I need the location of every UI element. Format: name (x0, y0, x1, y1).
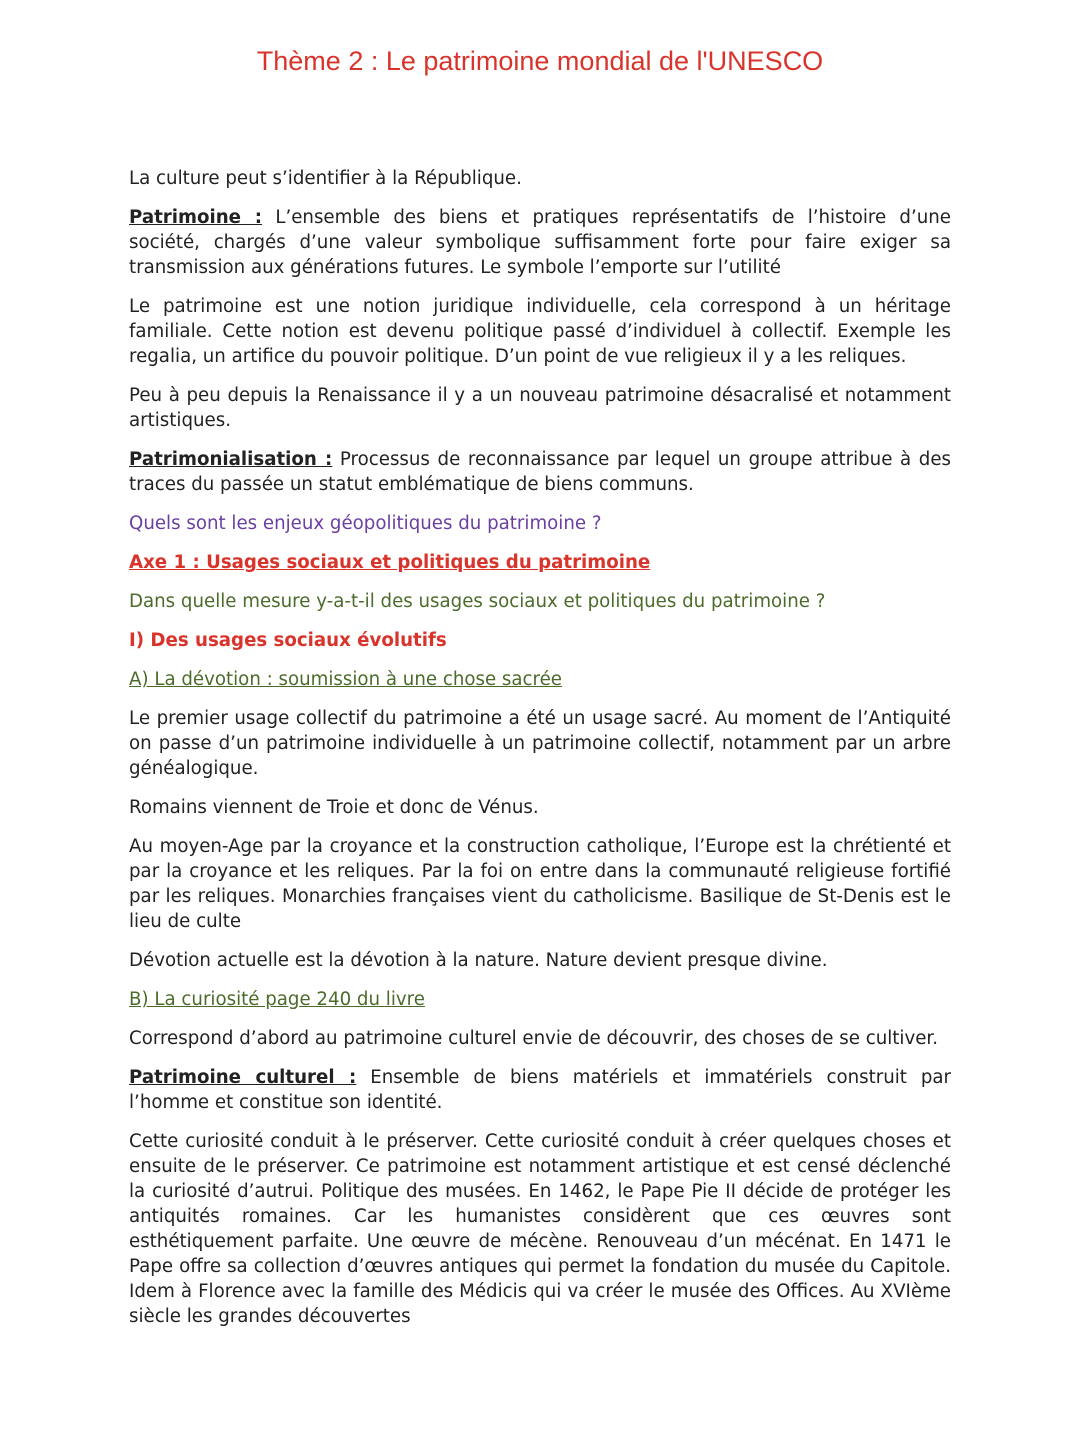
problem-question: Quels sont les enjeux géopolitiques du patrimoine ? (129, 513, 602, 534)
body-paragraph: Le premier usage collectif du patrimoine a été un usage sacré. Au moment de l’Antiquité on passe d’un patrimoine individuelle à un patrimoine collectif, notamment par un arbre généalogique. (129, 708, 951, 779)
page-title: Thème 2 : Le patrimoine mondial de l'UNESCO (256, 46, 824, 76)
body-paragraph: Peu à peu depuis la Renaissance il y a un nouveau patrimoine désacralisé et notamment artistiques. (129, 385, 951, 431)
definition-patrimoine (129, 205, 951, 280)
definition-text: L’ensemble des biens et pratiques représentatifs de l’histoire d’une société, chargés d’une valeur symbolique suffisamment forte pour faire exiger sa transmission aux générations futures. Le symbole l’emporte sur l’utilité (129, 207, 951, 278)
subsection-heading-text: A) La dévotion : soumission à une chose sacrée (129, 669, 563, 690)
definition-patrimoine-culturel (129, 1065, 951, 1115)
subsection-heading-b (129, 987, 951, 1012)
section-heading: I) Des usages sociaux évolutifs (129, 630, 447, 651)
body-paragraph: Cette curiosité conduit à le préserver. Cette curiosité conduit à créer quelques choses et ensuite de le préserver. Ce patrimoine est notamment artistique et est censé déclenché la curiosité d’autrui. Politique des musées. En 1462, le Pape Pie II décide de protéger les antiquités romaines. Car les humanistes considèrent que ces œuvres sont esthétiquement parfaite. Une œuvre de mécène. Renouveau d’un mécénat. En 1471 le Pape offre sa collection d’œuvres antiques qui permet la fondation du musée du Capitole. Idem à Florence avec la famille des Médicis qui va créer le musée des Offices. Au XVIème siècle les grandes découvertes (129, 1131, 951, 1327)
subsection-heading-text: B) La curiosité page 240 du livre (129, 989, 425, 1010)
subsection-heading-a (129, 667, 951, 692)
document-body (129, 166, 951, 1343)
body-paragraph: Romains viennent de Troie et donc de Vénus. (129, 797, 539, 818)
definition-text: Ensemble de biens matériels et immatériels construit par l’homme et constitue son identité. (129, 1067, 951, 1113)
definition-patrimonialisation (129, 447, 951, 497)
term-patrimoine: Patrimoine : (129, 207, 263, 228)
body-paragraph: Dévotion actuelle est la dévotion à la nature. Nature devient presque divine. (129, 950, 828, 971)
definition-text: Processus de reconnaissance par lequel un groupe attribue à des traces du passée un statut emblématique de biens communs. (129, 449, 951, 495)
term-patrimoine-culturel: Patrimoine culturel : (129, 1067, 357, 1088)
body-paragraph: Le patrimoine est une notion juridique individuelle, cela correspond à un héritage familiale. Cette notion est devenu politique passé d’individuel à collectif. Exemple les regalia, un artifice du pouvoir politique. D’un point de vue religieux il y a les reliques. (129, 296, 951, 367)
body-paragraph: Au moyen-Age par la croyance et la construction catholique, l’Europe est la chrétienté et par la croyance et les reliques. Par la foi on entre dans la communauté religieuse fortifié par les reliques. Monarchies françaises vient du catholicisme. Basilique de St-Denis est le lieu de culte (129, 836, 951, 932)
intro-paragraph: La culture peut s’identifier à la République. (129, 168, 522, 189)
axe-heading: Axe 1 : Usages sociaux et politiques du patrimoine (129, 552, 651, 573)
term-patrimonialisation: Patrimonialisation : (129, 449, 333, 470)
body-paragraph: Correspond d’abord au patrimoine culturel envie de découvrir, des choses de se cultiver. (129, 1028, 938, 1049)
axe-question: Dans quelle mesure y-a-t-il des usages sociaux et politiques du patrimoine ? (129, 591, 826, 612)
